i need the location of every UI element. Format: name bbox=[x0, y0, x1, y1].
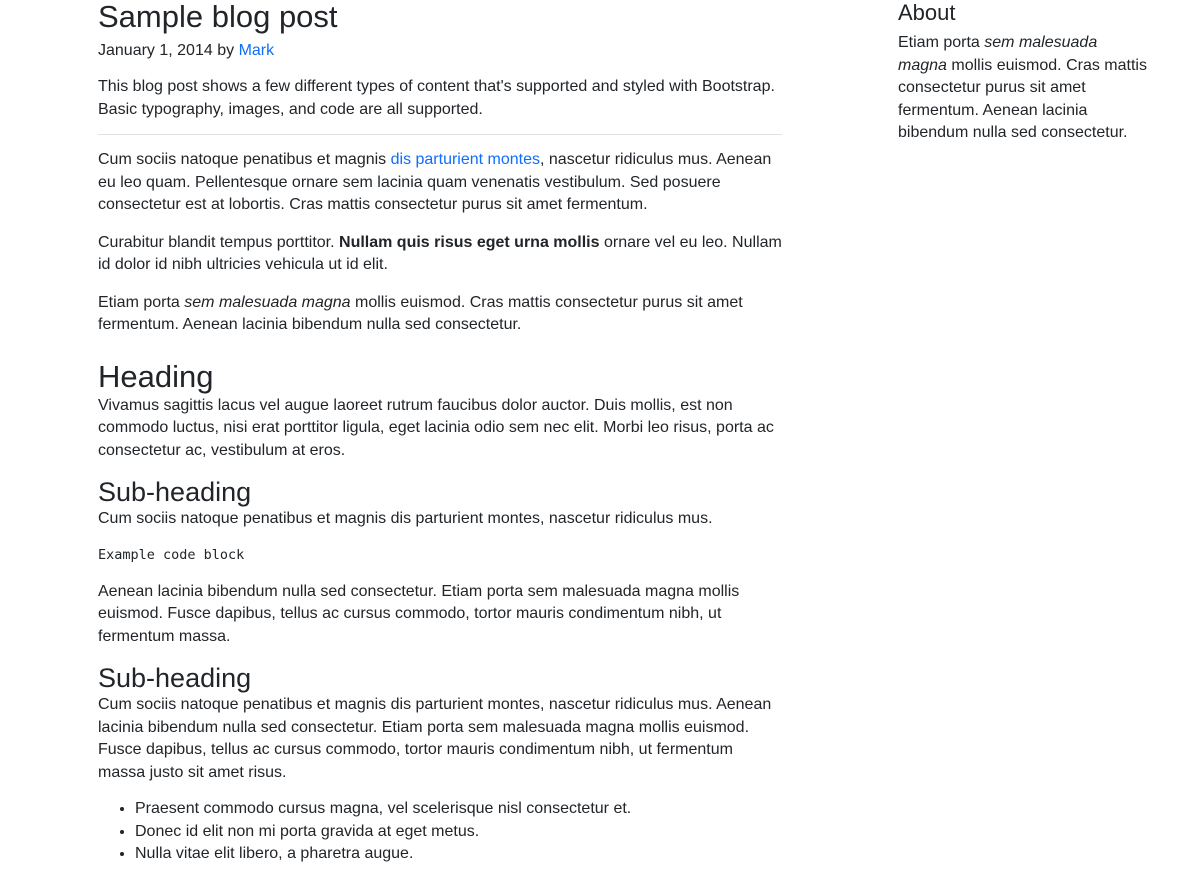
post-intro: This blog post shows a few different types of content that's supported and styled with Bootstrap. Basic typography, images, and code are all supported. bbox=[98, 78, 775, 118]
code-block: Example code block bbox=[98, 546, 245, 563]
list-item: • Praesent commodo cursus magna, vel scelerisque nisl consectetur et. bbox=[135, 798, 782, 821]
subheading-2: Sub-heading bbox=[98, 663, 252, 693]
section-heading: Heading bbox=[98, 358, 214, 394]
italic-text: sem malesuada magna bbox=[184, 293, 351, 311]
bold-text: Nullam quis risus eget urna mollis bbox=[339, 233, 600, 251]
blog-post bbox=[98, 0, 782, 866]
paragraph-2-text-a: Curabitur blandit tempus porttitor. bbox=[98, 233, 340, 251]
sidebar-about bbox=[898, 0, 1148, 145]
paragraph-3-text-b: mollis euismod. Cras mattis consectetur purus sit amet fermentum. Aenean lacinia bibendum nulla sed consectetur. bbox=[98, 293, 743, 333]
paragraph-3 bbox=[98, 292, 782, 337]
code-after-paragraph: Aenean lacinia bibendum nulla sed consectetur. Etiam porta sem malesuada magna mollis euismod. Fusce dapibus, tellus ac cursus commodo, tortor mauris condimentum nibh, ut fermentum massa. bbox=[98, 582, 740, 645]
post-meta bbox=[98, 39, 782, 63]
about-italic: sem malesuada magna bbox=[898, 34, 1098, 74]
list-item: • Nulla vitae elit libero, a pharetra augue. bbox=[135, 843, 782, 866]
divider bbox=[98, 134, 782, 135]
post-by: by bbox=[217, 42, 235, 59]
subheading-1: Sub-heading bbox=[98, 477, 252, 507]
about-title: About bbox=[898, 0, 956, 25]
subheading-2-paragraph: Cum sociis natoque penatibus et magnis dis parturient montes, nascetur ridiculus mus. Aenean lacinia bibendum nulla sed consectetur. Etiam porta sem malesuada magna mollis euismod. Fusce dapibus, tellus ac cursus commodo, tortor mauris condimentum nibh, ut fermentum massa justo sit amet risus. bbox=[98, 696, 772, 781]
list-item: • Donec id elit non mi porta gravida at eget metus. bbox=[135, 821, 782, 844]
paragraph-1 bbox=[98, 149, 782, 217]
inline-link[interactable]: dis parturient montes bbox=[390, 151, 541, 168]
bullet-list bbox=[98, 798, 782, 866]
paragraph-1-text-a: Cum sociis natoque penatibus et magnis bbox=[98, 151, 391, 168]
author-link[interactable]: Mark bbox=[238, 42, 275, 59]
about-text bbox=[898, 32, 1148, 145]
about-text-b: mollis euismod. Cras mattis consectetur purus sit amet fermentum. Aenean lacinia bibendum nulla sed consectetur. bbox=[898, 56, 1147, 141]
post-title: Sample blog post bbox=[98, 0, 338, 34]
paragraph-1-text-b: , nascetur ridiculus mus. Aenean eu leo quam. Pellentesque ornare sem lacinia quam venenatis vestibulum. Sed posuere consectetur est at lobortis. Cras mattis consectetur purus sit amet fermentum. bbox=[98, 151, 772, 213]
paragraph-2 bbox=[98, 232, 782, 277]
subheading-1-paragraph: Cum sociis natoque penatibus et magnis dis parturient montes, nascetur ridiculus mus. bbox=[98, 510, 713, 527]
post-date: January 1, 2014 bbox=[98, 42, 213, 59]
heading-paragraph: Vivamus sagittis lacus vel augue laoreet rutrum faucibus dolor auctor. Duis mollis, est non commodo luctus, nisi erat porttitor ligula, eget lacinia odio sem nec elit. Morbi leo risus, porta ac consectetur ac, vestibulum at eros. bbox=[98, 396, 774, 459]
about-text-a: Etiam porta bbox=[898, 34, 985, 51]
paragraph-2-text-b: ornare vel eu leo. Nullam id dolor id nibh ultricies vehicula ut id elit. bbox=[98, 233, 782, 273]
paragraph-3-text-a: Etiam porta bbox=[98, 293, 185, 311]
